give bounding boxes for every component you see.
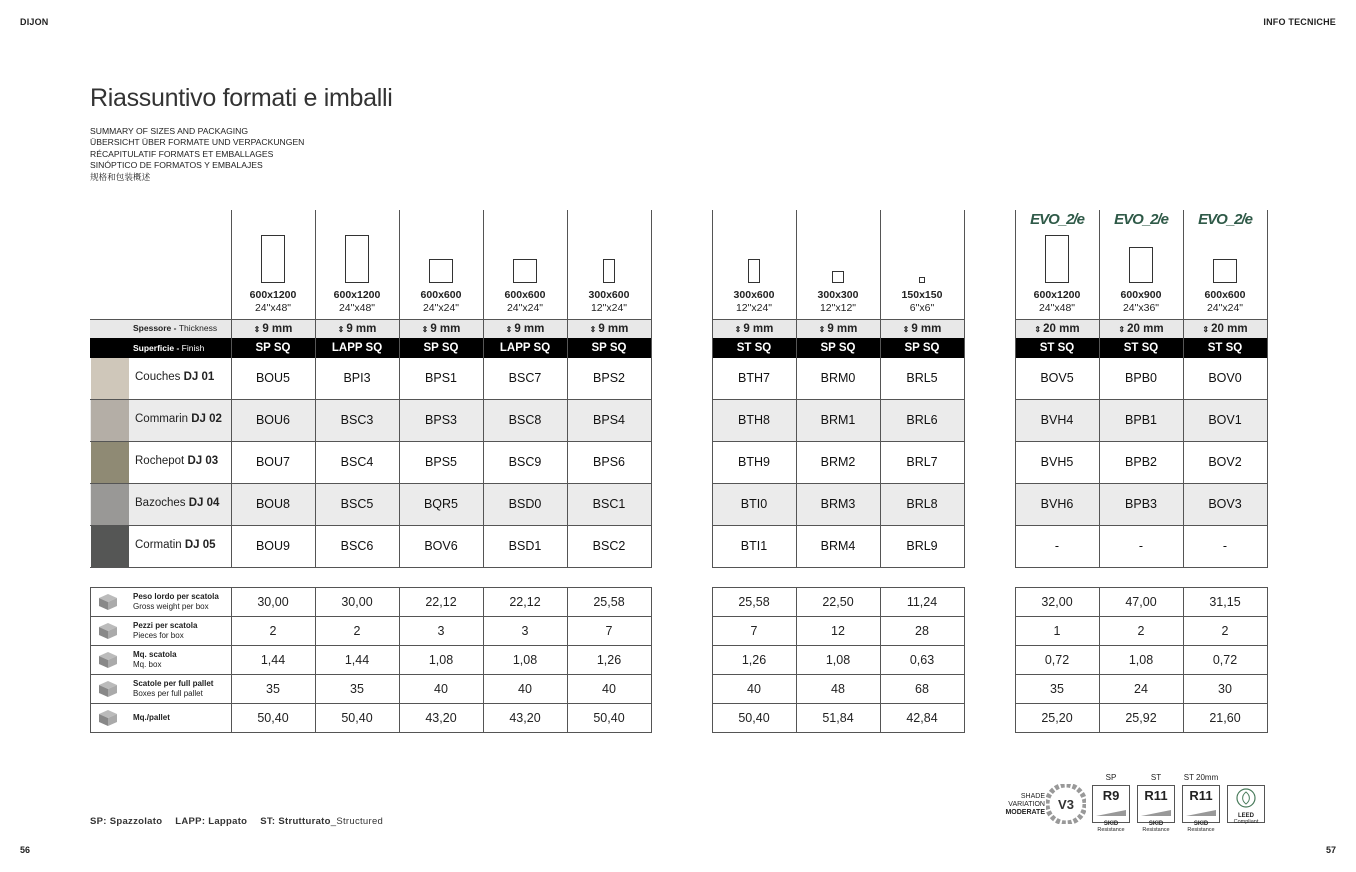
product-code: BRL7 [906, 455, 938, 469]
evo-logo: EVO_2/e [1198, 211, 1252, 228]
box-icon [98, 680, 118, 698]
column-divider [1183, 210, 1184, 568]
product-code: BOU7 [255, 455, 291, 469]
legend-sp: SP: Spazzolato [90, 816, 163, 827]
box-icon [98, 709, 118, 727]
subtitles [90, 126, 304, 183]
product-code: BPI3 [343, 371, 371, 385]
product-code: BRM0 [820, 371, 856, 385]
packaging-value: 1,26 [741, 653, 767, 667]
packaging-value: 25,92 [1125, 711, 1157, 725]
thickness-value: ⇕ 9 mm [734, 323, 774, 335]
skid-resistance-badge: R9 SKID Resistance [1092, 785, 1130, 823]
product-code: BSC8 [508, 413, 542, 427]
packaging-value: 2 [1137, 624, 1145, 638]
product-code: BSC5 [340, 497, 374, 511]
product-code: - [1054, 539, 1060, 553]
packaging-value: 51,84 [822, 711, 854, 725]
product-code: BVH6 [1040, 497, 1074, 511]
product-code: BRL5 [906, 371, 938, 385]
product-code: - [1138, 539, 1144, 553]
tile-shape-icon [513, 259, 537, 283]
packaging-value: 3 [437, 624, 445, 638]
product-code: BPB0 [1125, 371, 1157, 385]
format-size: 600x900 24"x36" [1120, 289, 1162, 314]
color-swatch [91, 484, 129, 525]
packaging-value: 30,00 [257, 595, 289, 609]
format-size: 600x1200 24"x48" [249, 289, 297, 314]
packaging-value: 1,08 [1128, 653, 1154, 667]
skid-resistance-badge: R11 SKID Resistance [1137, 785, 1175, 823]
page-title: Riassuntivo formati e imballi [90, 84, 393, 112]
column-divider [796, 210, 797, 568]
packaging-value: 11,24 [906, 595, 938, 609]
finish-legend [90, 816, 393, 827]
color-name: Cormatin DJ 05 [135, 539, 216, 551]
format-size: 600x1200 24"x48" [1033, 289, 1081, 314]
column-divider [880, 210, 881, 568]
packaging-value: 50,40 [738, 711, 770, 725]
product-code: BSC9 [508, 455, 542, 469]
shade-variation-icon [1046, 784, 1086, 824]
color-name: Bazoches DJ 04 [135, 497, 220, 509]
packaging-value: 1,08 [512, 653, 538, 667]
product-code: BRM3 [820, 497, 856, 511]
evo-logo: EVO_2/e [1030, 211, 1084, 228]
product-code: BTH7 [738, 371, 770, 385]
product-code: BPS5 [425, 455, 457, 469]
shade-variation-label: SHADE VARIATION MODERATE [1005, 793, 1045, 816]
product-code: BOU9 [255, 539, 291, 553]
box-icon [98, 651, 118, 669]
product-code: BOV6 [424, 539, 458, 553]
packaging-value: 42,84 [906, 711, 938, 725]
packaging-label: Pezzi per scatola Pieces for box [133, 621, 198, 640]
product-code: BOV5 [1040, 371, 1074, 385]
thickness-value: ⇕ 9 mm [818, 323, 858, 335]
finish-value: ST SQ [1039, 342, 1075, 354]
packaging-value: 7 [750, 624, 758, 638]
subtitle-zh: 规格和包装概述 [90, 171, 151, 182]
column-divider [964, 210, 965, 568]
packaging-value: 7 [605, 624, 613, 638]
tile-shape-icon [919, 277, 925, 283]
packaging-value: 50,40 [593, 711, 625, 725]
column-divider [231, 210, 232, 568]
product-code: BRL6 [906, 413, 938, 427]
product-code: BOU5 [255, 371, 291, 385]
product-code: BTI1 [740, 539, 768, 553]
packaging-label: Mq. scatola Mq. box [133, 650, 177, 669]
page-number-left: 56 [20, 845, 31, 855]
tile-shape-icon [261, 235, 285, 283]
format-size: 150x150 6"x6" [901, 289, 943, 314]
subtitle-en: SUMMARY OF SIZES AND PACKAGING [90, 126, 249, 136]
product-code: BOV1 [1208, 413, 1242, 427]
header-brand: DIJON [20, 17, 49, 27]
color-name: Commarin DJ 02 [135, 413, 222, 425]
finish-value: SP SQ [820, 342, 856, 354]
box-icon [98, 622, 118, 640]
format-size: 600x600 24"x24" [1204, 289, 1246, 314]
tile-shape-icon [1129, 247, 1153, 283]
packaging-value: 30 [1218, 682, 1232, 696]
finish-value: LAPP SQ [499, 342, 551, 354]
product-code: BPS4 [593, 413, 625, 427]
product-code: BPB1 [1125, 413, 1157, 427]
leaf-icon [1236, 788, 1256, 808]
product-code: BSD1 [508, 539, 542, 553]
thickness-value: ⇕ 9 mm [421, 323, 461, 335]
packaging-value: 40 [602, 682, 616, 696]
product-code: BPB2 [1125, 455, 1157, 469]
tile-shape-icon [748, 259, 760, 283]
product-code: BOU8 [255, 497, 291, 511]
tile-shape-icon [429, 259, 453, 283]
thickness-value: ⇕ 20 mm [1202, 323, 1248, 335]
packaging-value: 2 [353, 624, 361, 638]
shade-value: V3 [1058, 797, 1074, 812]
box-icon [98, 593, 118, 611]
badge-caption: ST 20mm [1183, 773, 1219, 782]
product-code: BRL9 [906, 539, 938, 553]
packaging-value: 2 [1221, 624, 1229, 638]
format-size: 300x600 12"x24" [588, 289, 630, 314]
product-code: BPS1 [425, 371, 457, 385]
packaging-value: 68 [915, 682, 929, 696]
packaging-value: 1,44 [260, 653, 286, 667]
thickness-value: ⇕ 9 mm [505, 323, 545, 335]
color-name: Rochepot DJ 03 [135, 455, 219, 467]
packaging-value: 12 [831, 624, 845, 638]
product-code: BSC3 [340, 413, 374, 427]
packaging-value: 22,12 [509, 595, 541, 609]
product-code: BVH5 [1040, 455, 1074, 469]
product-code: BRL8 [906, 497, 938, 511]
packaging-value: 0,72 [1212, 653, 1238, 667]
thickness-label: Spessore - Thickness [133, 323, 218, 333]
header-section: INFO TECNICHE [1263, 17, 1336, 27]
packaging-value: 0,72 [1044, 653, 1070, 667]
packaging-value: 1,26 [596, 653, 622, 667]
packaging-value: 50,40 [257, 711, 289, 725]
packaging-value: 35 [350, 682, 364, 696]
page-number-right: 57 [1325, 845, 1336, 855]
column-divider [1099, 210, 1100, 568]
packaging-label: Mq./pallet [133, 713, 170, 722]
packaging-value: 22,12 [425, 595, 457, 609]
column-divider [1015, 210, 1016, 568]
packaging-value: 0,63 [909, 653, 935, 667]
product-code: BOV0 [1208, 371, 1242, 385]
packaging-label: Scatole per full pallet Boxes per full pallet [133, 679, 214, 698]
color-name: Couches DJ 01 [135, 371, 215, 383]
tile-shape-icon [1045, 235, 1069, 283]
legend-st: ST: Strutturato_Structured [260, 816, 384, 827]
product-code: BOU6 [255, 413, 291, 427]
tile-shape-icon [603, 259, 615, 283]
thickness-value: ⇕ 9 mm [589, 323, 629, 335]
packaging-value: 43,20 [425, 711, 457, 725]
packaging-value: 40 [747, 682, 761, 696]
tile-shape-icon [832, 271, 844, 283]
thickness-value: ⇕ 20 mm [1118, 323, 1164, 335]
product-code: BSD0 [508, 497, 542, 511]
packaging-value: 22,50 [822, 595, 854, 609]
format-size: 600x600 24"x24" [420, 289, 462, 314]
column-divider [567, 210, 568, 568]
leed-badge: LEED Compliant [1227, 785, 1265, 823]
badge-caption: ST [1150, 773, 1162, 782]
color-swatch [91, 526, 129, 567]
packaging-value: 43,20 [509, 711, 541, 725]
packaging-value: 48 [831, 682, 845, 696]
product-code: BPB3 [1125, 497, 1157, 511]
product-code: BOV2 [1208, 455, 1242, 469]
format-size: 600x600 24"x24" [504, 289, 546, 314]
product-code: BSC7 [508, 371, 542, 385]
evo-logo: EVO_2/e [1114, 211, 1168, 228]
format-size: 600x1200 24"x48" [333, 289, 381, 314]
finish-value: SP SQ [904, 342, 940, 354]
subtitle-de: ÜBERSICHT ÜBER FORMATE UND VERPACKUNGEN [90, 137, 305, 148]
product-code: BTH9 [738, 455, 770, 469]
product-code: BPS3 [425, 413, 457, 427]
color-swatch [91, 400, 129, 441]
thickness-value: ⇕ 20 mm [1034, 323, 1080, 335]
finish-value: ST SQ [1123, 342, 1159, 354]
packaging-label: Peso lordo per scatola Gross weight per box [133, 592, 219, 611]
packaging-value: 1,44 [344, 653, 370, 667]
finish-value: SP SQ [255, 342, 291, 354]
product-code: BOV3 [1208, 497, 1242, 511]
tile-shape-icon [345, 235, 369, 283]
product-code: BRM4 [820, 539, 856, 553]
format-size: 300x600 12"x24" [733, 289, 775, 314]
column-divider [651, 210, 652, 568]
packaging-value: 50,40 [341, 711, 373, 725]
thickness-value: ⇕ 9 mm [902, 323, 942, 335]
packaging-value: 32,00 [1041, 595, 1073, 609]
packaging-value: 35 [266, 682, 280, 696]
packaging-value: 2 [269, 624, 277, 638]
format-size: 300x300 12"x12" [817, 289, 859, 314]
column-divider [483, 210, 484, 568]
packaging-value: 24 [1134, 682, 1148, 696]
product-code: BSC2 [592, 539, 626, 553]
finish-value: ST SQ [1207, 342, 1243, 354]
packaging-value: 40 [434, 682, 448, 696]
packaging-value: 47,00 [1125, 595, 1157, 609]
product-code: BPS6 [593, 455, 625, 469]
product-code: BSC4 [340, 455, 374, 469]
tile-shape-icon [1213, 259, 1237, 283]
finish-value: SP SQ [591, 342, 627, 354]
packaging-value: 30,00 [341, 595, 373, 609]
packaging-value: 25,20 [1041, 711, 1073, 725]
product-code: BTI0 [740, 497, 768, 511]
product-code: BRM2 [820, 455, 856, 469]
product-code: BVH4 [1040, 413, 1074, 427]
product-code: BTH8 [738, 413, 770, 427]
product-code: BRM1 [820, 413, 856, 427]
badge-caption: SP [1105, 773, 1117, 782]
packaging-value: 3 [521, 624, 529, 638]
finish-value: SP SQ [423, 342, 459, 354]
column-divider [399, 210, 400, 568]
packaging-value: 35 [1050, 682, 1064, 696]
thickness-value: ⇕ 9 mm [253, 323, 293, 335]
subtitle-fr: RÉCAPITULATIF FORMATS ET EMBALLAGES [90, 148, 274, 159]
column-divider [1267, 210, 1268, 568]
finish-value: ST SQ [736, 342, 772, 354]
skid-resistance-badge: R11 SKID Resistance [1182, 785, 1220, 823]
column-divider [712, 210, 713, 568]
product-code: BSC6 [340, 539, 374, 553]
legend-lapp: LAPP: Lappato [175, 816, 248, 827]
subtitle-es: SINÓPTICO DE FORMATOS Y EMBALAJES [90, 160, 263, 171]
color-swatch [91, 442, 129, 483]
finish-label: Superficie - Finish [133, 343, 205, 353]
packaging-value: 1,08 [825, 653, 851, 667]
packaging-value: 25,58 [738, 595, 770, 609]
finish-value: LAPP SQ [331, 342, 383, 354]
packaging-value: 21,60 [1209, 711, 1241, 725]
packaging-value: 1,08 [428, 653, 454, 667]
packaging-value: 28 [915, 624, 929, 638]
color-swatch [91, 358, 129, 399]
packaging-value: 40 [518, 682, 532, 696]
product-code: BSC1 [592, 497, 626, 511]
packaging-value: 31,15 [1209, 595, 1241, 609]
packaging-value: 25,58 [593, 595, 625, 609]
product-code: - [1222, 539, 1228, 553]
column-divider [315, 210, 316, 568]
product-code: BQR5 [423, 497, 459, 511]
product-code: BPS2 [593, 371, 625, 385]
thickness-value: ⇕ 9 mm [337, 323, 377, 335]
packaging-value: 1 [1053, 624, 1061, 638]
